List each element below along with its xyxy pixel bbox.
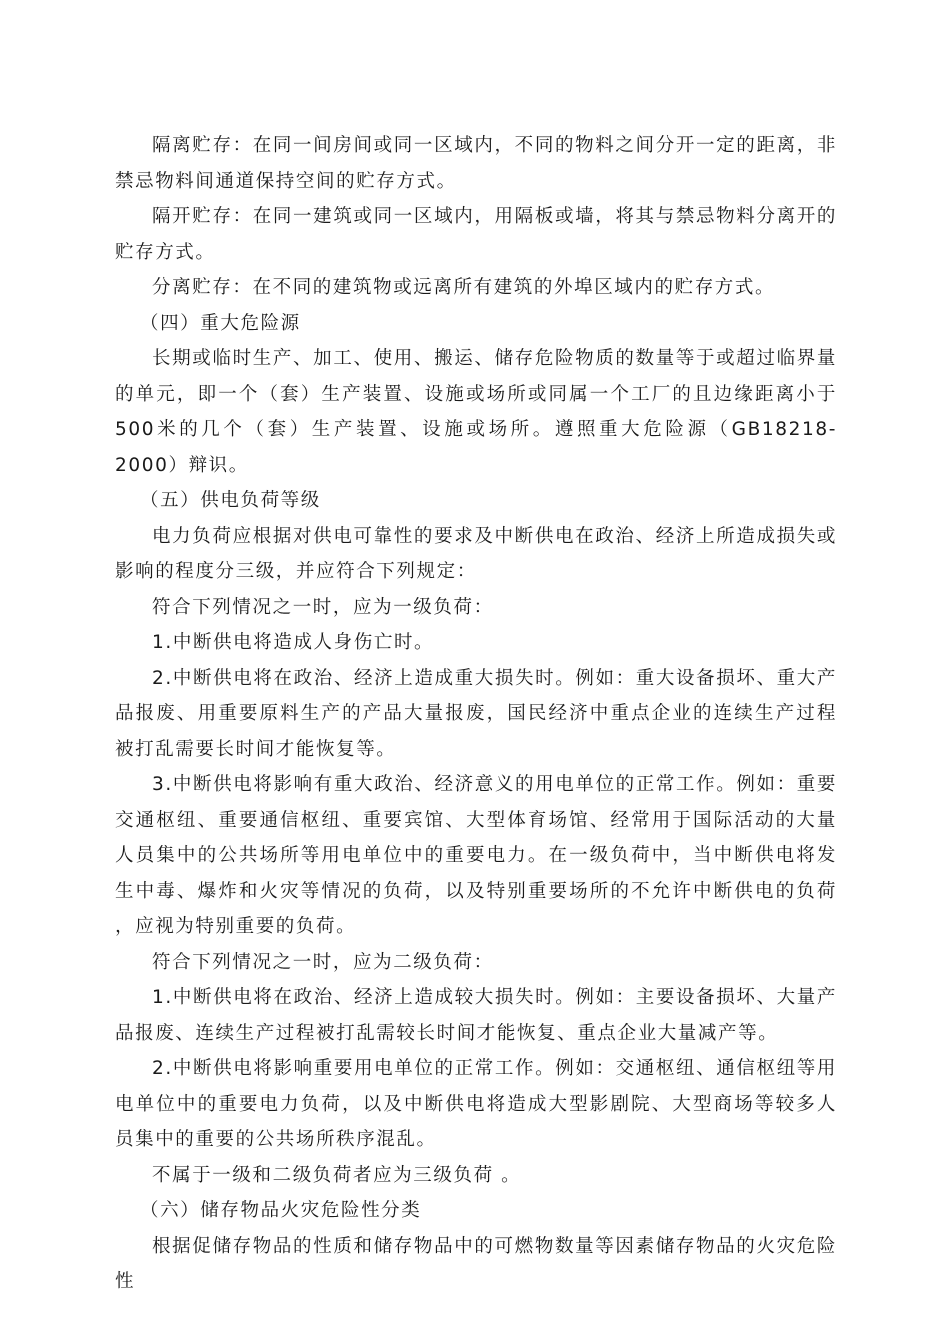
section-heading-major-hazard: （四）重大危险源: [139, 312, 301, 334]
paragraph-power-load-intro: 电力负荷应根据对供电可靠性的要求及中断供电在政治、经济上所造成损失或影响的程度分三级，并应符合下列规定：: [115, 525, 837, 582]
paragraph-level-three: 不属于一级和二级负荷者应为三级负荷 。: [152, 1164, 522, 1186]
list-item-level-one-1: 1.中断供电将造成人身伤亡时。: [152, 632, 435, 653]
paragraph-separated-storage: 隔开贮存：在同一建筑或同一区域内，用隔板或墙，将其与禁忌物料分离开的贮存方式。: [115, 206, 837, 263]
paragraph-isolated-storage: 隔离贮存：在同一间房间或同一区域内，不同的物料之间分开一定的距离，非禁忌物料间通道保持空间的贮存方式。: [115, 135, 837, 192]
list-item-level-one-3: 3.中断供电将影响有重大政治、经济意义的用电单位的正常工作。例如：重要交通枢纽、重要通信枢纽、重要宾馆、大型体育场馆、经常用于国际活动的大量人员集中的公共场所等用电单位中的重要电力。在一级负荷中，当中断供电将发生中毒、爆炸和火灾等情况的负荷，以及特别重要场所的不允许中断供电的负荷 ，应视为特别重要的负荷。: [115, 774, 837, 937]
list-item-level-one-2: 2.中断供电将在政治、经济上造成重大损失时。例如：重大设备损坏、重大产品报废、用重要原料生产的产品大量报废，国民经济中重点企业的连续生产过程被打乱需要长时间才能恢复等。: [115, 667, 837, 760]
section-heading-fire-hazard-classification: （六）储存物品火灾危险性分类: [139, 1200, 422, 1221]
list-item-level-two-1: 1.中断供电将在政治、经济上造成较大损失时。例如：主要设备损坏、大量产品报废、连续生产过程被打乱需较长时间才能恢复、重点企业大量减产等。: [115, 987, 837, 1044]
paragraph-level-two-intro: 符合下列情况之一时，应为二级负荷：: [152, 951, 494, 973]
list-item-level-two-2: 2.中断供电将影响重要用电单位的正常工作。例如：交通枢纽、通信枢纽等用电单位中的重要电力负荷，以及中断供电将造成大型影剧院、大型商场等较多人员集中的重要的公共场所秩序混乱。: [115, 1058, 837, 1150]
paragraph-detached-storage: 分离贮存：在不同的建筑物或远离所有建筑的外埠区域内的贮存方式。: [152, 277, 776, 298]
document-body: [115, 128, 837, 1300]
paragraph-level-one-intro: 符合下列情况之一时，应为一级负荷：: [152, 596, 494, 618]
section-heading-power-load-grade: （五）供电负荷等级: [139, 490, 321, 511]
paragraph-major-hazard-definition: 长期或临时生产、加工、使用、搬运、储存危险物质的数量等于或超过临界量的单元，即一个（套）生产装置、设施或场所或同属一个工厂的且边缘距离小于500米的几个（套）生产装置、设施或场所。遵照重大危险源（GB18218-2000）辩识。: [115, 348, 837, 476]
paragraph-fire-hazard-intro: 根据促储存物品的性质和储存物品中的可燃物数量等因素储存物品的火灾危险性: [115, 1235, 837, 1292]
